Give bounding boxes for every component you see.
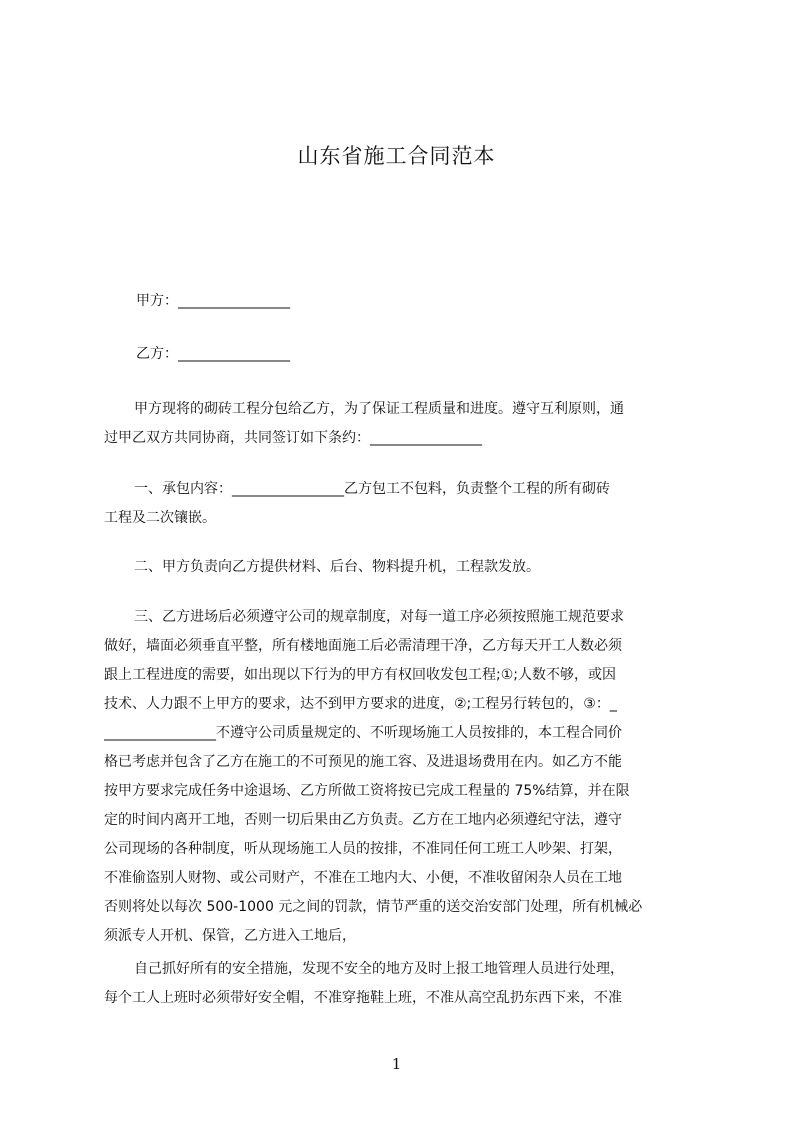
- safety-paragraph: [104, 955, 700, 1013]
- page-number: 1: [391, 1055, 402, 1073]
- paragraph-line: 甲方现将的砌砖工程分包给乙方，为了保证工程质量和进度。遵守互利原则，通: [134, 401, 624, 417]
- paragraph-line: 定的时间内离开工地，否则一切后果由乙方负责。乙方在工地内必须遵纪守法，遵守: [104, 812, 622, 828]
- paragraph-line: 按甲方要求完成任务中途退场、乙方所做工资将按已完成工程量的 75%结算，并在限: [104, 783, 630, 799]
- paragraph-line: 过甲乙双方共同协商，共同签订如下条约：________________: [104, 430, 482, 446]
- paragraph-line: 每个工人上班时必须带好安全帽，不准穿拖鞋上班，不准从高空乱扔东西下来，不准: [104, 990, 622, 1006]
- paragraph-line: 做好，墙面必须垂直平整，所有楼地面施工后必需清理干净，乙方每天开工人数必须: [104, 638, 622, 654]
- paragraph-line: 否则将处以每次 500-1000 元之间的罚款，情节严重的送交治安部门处理，所有机械必: [104, 899, 643, 915]
- paragraph-line: 技术、人力跟不上甲方的要求，达不到甲方要求的进度，②;工程另行转包的，③：_: [104, 696, 617, 712]
- paragraph-line: 格已考虑并包含了乙方在施工的不可预见的施工容、及进退场费用在内。如乙方不能: [104, 754, 622, 770]
- document-title: 山东省施工合同范本: [297, 144, 496, 168]
- paragraph-line: ________________不遵守公司质量规定的、不听现场施工人员按排的，本工程合同价: [104, 725, 622, 741]
- paragraph-line: 工程及二次镶嵌。: [104, 510, 216, 526]
- clause-3-paragraph: [104, 603, 700, 951]
- clause-2-paragraph: [104, 553, 700, 582]
- paragraph-line: 跟上工程进度的需要，如出现以下行为的甲方有权回收发包工程;①;人数不够，或因: [104, 667, 616, 683]
- paragraph-line: 须派专人开机、保管，乙方进入工地后，: [104, 928, 356, 944]
- paragraph-line: 不准偷盗别人财物、或公司财产，不准在工地内大、小便，不准收留闲杂人员在工地: [104, 870, 622, 886]
- paragraph-line: 一、承包内容：________________乙方包工不包料，负责整个工程的所有砌砖: [134, 481, 610, 497]
- party-b-line: 乙方：________________: [136, 346, 290, 362]
- paragraph-line: 自己抓好所有的安全措施，发现不安全的地方及时上报工地管理人员进行处理，: [134, 961, 624, 977]
- paragraph-line: 二、甲方负责向乙方提供材料、后台、物料提升机，工程款发放。: [134, 559, 540, 575]
- paragraph-line: 公司现场的各种制度，听从现场施工人员的按排，不准同任何工班工人吵架、打架，: [104, 841, 622, 857]
- clause-1-paragraph: [104, 475, 700, 533]
- paragraph-line: 三、乙方进场后必须遵守公司的规章制度，对每一道工序必须按照施工规范要求: [134, 609, 624, 625]
- intro-paragraph: [104, 395, 700, 453]
- party-a-line: 甲方：________________: [136, 293, 290, 309]
